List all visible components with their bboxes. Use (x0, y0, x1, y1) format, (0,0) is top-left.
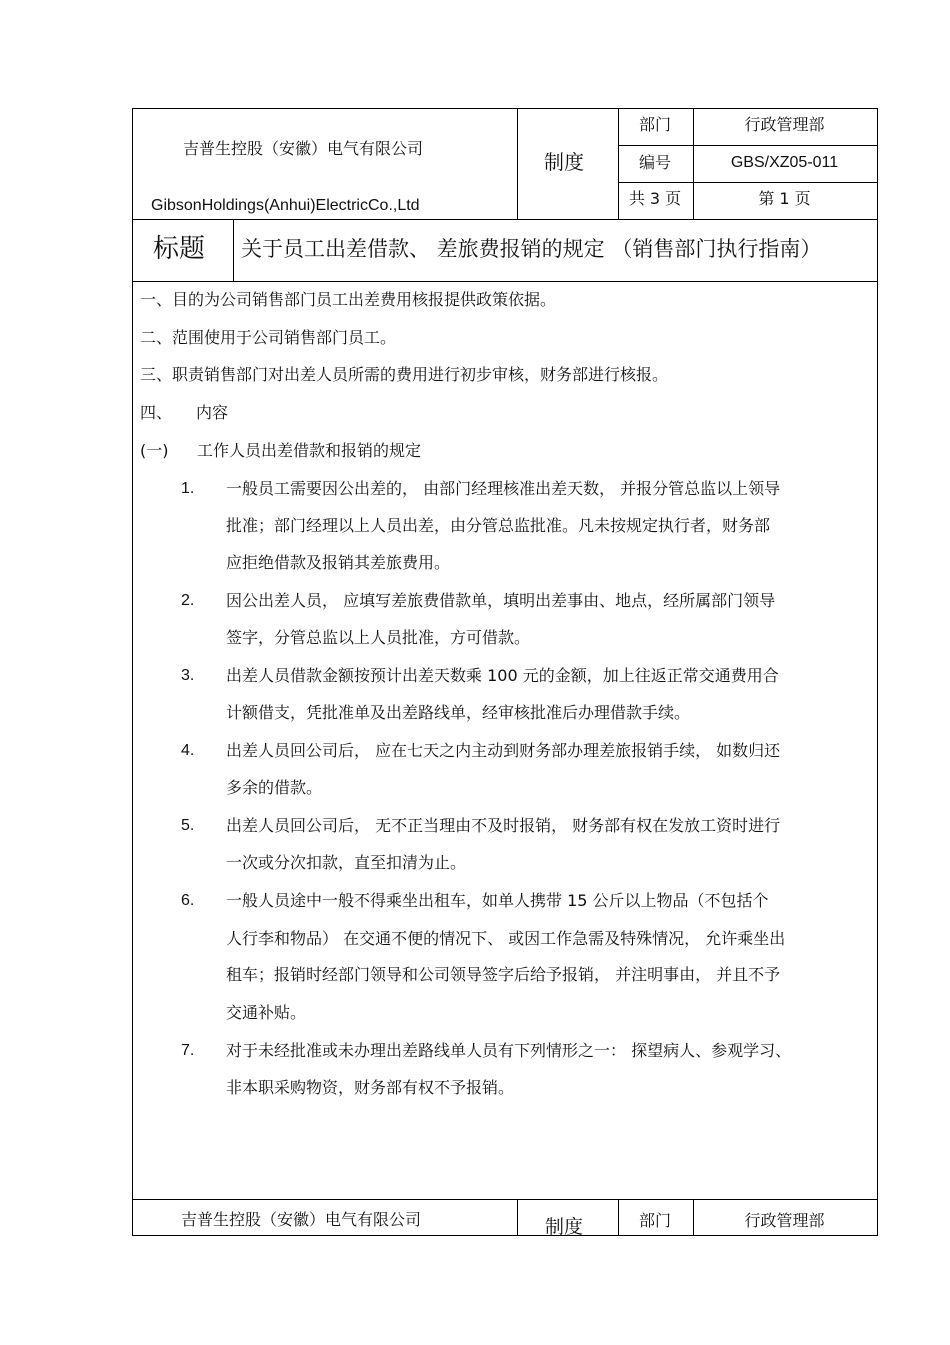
list-item-line: 人行李和物品） 在交通不便的情况下、 或因工作急需及特殊情况， 允许乘坐出 (226, 929, 786, 948)
list-item-line: 多余的借款。 (226, 778, 323, 797)
dept-value: 行政管理部 (744, 115, 825, 134)
list-item-line: 一般人员途中一般不得乘坐出租车，如单人携带 15 公斤以上物品（不包括个 (226, 891, 769, 910)
company-name-cn: 吉普生控股（安徽）电气有限公司 (183, 139, 424, 158)
footer-dept-label: 部门 (638, 1211, 671, 1230)
divider (517, 1199, 518, 1236)
list-item-line: 应拒绝借款及报销其差旅费用。 (226, 553, 451, 572)
list-item-line: 签字，分管总监以上人员批准，方可借款。 (226, 628, 531, 647)
code-value: GBS/XZ05-011 (730, 154, 839, 171)
list-item-line: 出差人员回公司后， 应在七天之内主动到财务部办理差旅报销手续， 如数归还 (226, 741, 781, 760)
title-label: 标题 (153, 234, 206, 264)
list-item-line: 出差人员回公司后， 无不正当理由不及时报销， 财务部有权在发放工资时进行 (226, 816, 781, 835)
section-content-num: 四、 (140, 403, 173, 422)
dept-label: 部门 (638, 115, 671, 134)
list-item-line: 租车；报销时经部门领导和公司领导签字后给予报销， 并注明事由， 并且不予 (226, 965, 781, 984)
list-item-line: 对于未经批准或未办理出差路线单人员有下列情形之一： 探望病人、参观学习、 (226, 1041, 792, 1060)
page-current: 第 1 页 (758, 189, 811, 208)
divider (517, 108, 518, 219)
list-item-line: 一般员工需要因公出差的， 由部门经理核准出差天数， 并报分管总监以上领导 (226, 479, 781, 498)
list-item-number: 7. (181, 1042, 195, 1059)
divider (618, 182, 878, 183)
subsection-num: (一) (140, 441, 169, 460)
list-item-line: 计额借支，凭批准单及出差路线单，经审核批准后办理借款手续。 (226, 703, 691, 722)
list-item-number: 6. (181, 892, 195, 909)
company-name-en: GibsonHoldings(Anhui)ElectricCo.,Ltd (151, 197, 420, 214)
divider (233, 219, 234, 281)
list-item-line: 批准；部门经理以上人员出差，由分管总监批准。凡未按规定执行者，财务部 (226, 516, 771, 535)
list-item-number: 5. (181, 817, 195, 834)
divider (132, 219, 878, 220)
list-item-line: 交通补贴。 (226, 1003, 307, 1022)
section-duties: 三、职责销售部门对出差人员所需的费用进行初步审核，财务部进行核报。 (140, 365, 669, 384)
subsection-title: 工作人员出差借款和报销的规定 (197, 441, 422, 460)
list-item-line: 一次或分次扣款，直至扣清为止。 (226, 853, 467, 872)
footer-dept-value: 行政管理部 (744, 1211, 825, 1230)
section-scope: 二、范围使用于公司销售部门员工。 (140, 328, 397, 347)
list-item-line: 因公出差人员， 应填写差旅费借款单，填明出差事由、地点，经所属部门领导 (226, 591, 776, 610)
section-purpose: 一、目的为公司销售部门员工出差费用核报提供政策依据。 (140, 290, 557, 309)
list-item-line: 出差人员借款金额按预计出差天数乘 100 元的金额，加上往返正常交通费用合 (226, 666, 779, 685)
list-item-number: 3. (181, 667, 195, 684)
divider (132, 1199, 878, 1200)
code-label: 编号 (638, 153, 671, 172)
list-item-number: 2. (181, 592, 195, 609)
footer-doc-type: 制度 (545, 1216, 584, 1238)
section-content-label: 内容 (196, 403, 229, 422)
divider (132, 281, 878, 282)
pages-total: 共 3 页 (628, 189, 682, 208)
footer-company-name: 吉普生控股（安徽）电气有限公司 (181, 1210, 422, 1229)
list-item-number: 1. (181, 480, 195, 497)
list-item-line: 非本职采购物资，财务部有权不予报销。 (226, 1078, 515, 1097)
list-item-number: 4. (181, 742, 195, 759)
document-title: 关于员工出差借款、 差旅费报销的规定 （销售部门执行指南） (241, 237, 822, 261)
divider (618, 145, 878, 146)
doc-type: 制度 (544, 150, 584, 174)
